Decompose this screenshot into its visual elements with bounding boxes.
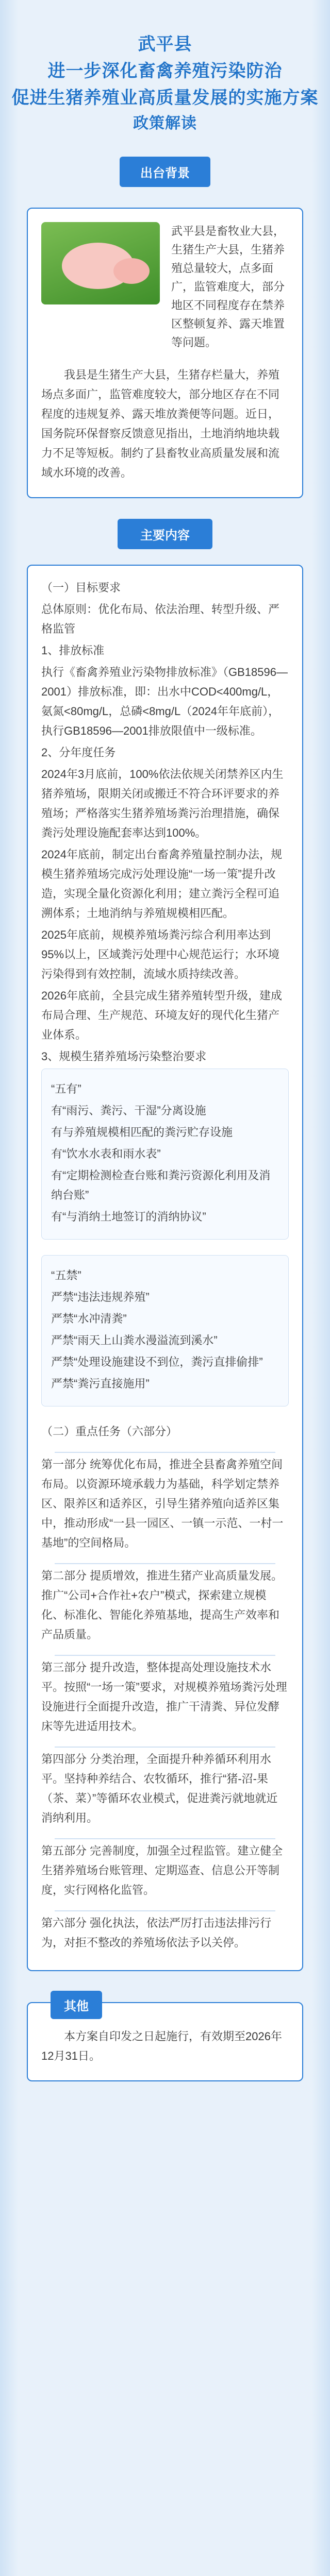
list-item: 3、规模生猪养殖场污染整治要求 [41, 1050, 207, 1063]
list-item: 第三部分 提升改造，整体提高处理设施技术水平。按照“一场一策”要求，对规模养殖场粪污处理设施进行全面提升改造，推广干清粪、异位发酵床等先进适用技术。 [41, 1661, 287, 1733]
list-item: （一）目标要求 [41, 581, 121, 594]
background-badge: 出台背景 [120, 157, 210, 187]
title-line-2: 促进生猪养殖业高质量发展的实施方案 [11, 88, 319, 108]
list-item: 有“饮水水表和雨水表” [51, 1147, 161, 1160]
list-item: 严禁“雨天上山粪水漫溢流到溪水” [51, 1334, 218, 1347]
left-decoration [0, 0, 19, 2576]
divider [55, 1452, 275, 1453]
list-item: 第六部分 强化执法，依法严厉打击违法排污行为，对拒不整改的养殖场依法予以关停。 [41, 1917, 272, 1949]
five-have-list [51, 1079, 279, 1227]
right-decoration [311, 0, 330, 2576]
list-item: 2、分年度任务 [41, 746, 116, 759]
list-item: 第一部分 统筹优化布局，推进全县畜禽养殖空间布局。以资源环境承载力为基础，科学划定禁养区、限养区和适养区，引导生猪养殖向适养区集中，推动形成“一县一园区、一镇一示范、一村一基地”的空间格局。 [41, 1458, 284, 1549]
list-item: 1、排放标准 [41, 644, 105, 657]
footer-card [27, 1999, 303, 2081]
list-item: 2024年底前，制定出台畜禽养殖量控制办法，规模生猪养殖场完成污处理设施“一场一策”提升改造，实现全量化资源化利用；建立粪污全程可追溯体系；土地消纳与养殖规模相匹配。 [41, 848, 282, 920]
five-ban-list [51, 1266, 279, 1394]
list-item: 严禁“违法违规养殖” [51, 1291, 150, 1303]
five-have-card [41, 1069, 289, 1240]
list-item: 第五部分 完善制度，加强全过程监管。建立健全生猪养殖场台账管理、定期巡查、信息公开等制度，实行网格化监管。 [41, 1844, 283, 1896]
list-item: “五禁” [51, 1269, 81, 1282]
main-card [27, 565, 303, 1971]
list-item: 有与养殖规模相匹配的粪污贮存设施 [51, 1126, 233, 1139]
list-item: 有“雨污、粪污、干湿”分离设施 [51, 1104, 206, 1117]
divider [55, 1910, 275, 1911]
background-paragraph: 我县是生猪生产大县，生猪存栏量大，养殖场点多面广，监管难度较大，部分地区存在不同程度的违规复养、露天堆放粪便等问题。近日，国务院环保督察反馈意见指出，土地消纳地块载力不足等短板。制约了县畜牧业高质量发展和流域水环境的改善。 [41, 368, 280, 479]
divider [55, 1838, 275, 1839]
list-item: （二）重点任务（六部分） [41, 1425, 178, 1438]
pig-head-shape [113, 258, 150, 284]
list-item: 有“与消纳土地签订的消纳协议” [51, 1210, 206, 1223]
footer-badge: 其他 [51, 1991, 102, 2019]
list-item: 严禁“粪污直接施用” [51, 1377, 150, 1390]
list-item: 2026年底前，全县完成生猪养殖转型升级，建成布局合理、生产规范、环境友好的现代化生猪产业体系。 [41, 989, 282, 1041]
title-line-3: 政策解读 [133, 115, 197, 132]
list-item: 2025年底前，规模养殖场粪污综合利用率达到95%以上，区域粪污处理中心规范运行；水环境污染得到有效控制，流域水质持续改善。 [41, 928, 280, 980]
title-county: 武平县 [138, 35, 192, 54]
main-badge-wrap [0, 519, 330, 549]
divider [55, 1747, 275, 1748]
list-item: 严禁“处理设施建设不到位，粪污直排偷排” [51, 1355, 263, 1368]
list-item: 第二部分 提质增效，推进生猪产业高质量发展。推广“公司+合作社+农户”模式，探索建立规模化、标准化、智能化养殖基地，提高生产效率和产品质量。 [41, 1569, 283, 1641]
main-list [28, 578, 302, 1066]
list-item: 执行《畜禽养殖业污染物排放标准》（GB18596—2001）排放标准，即：出水中COD<400mg/L，氨氮<80mg/L，总磷<8mg/L（2024年年底前），执行GB18596—2001排放限值中一级标准。 [41, 666, 288, 737]
list-item: 总体原则：优化布局、依法治理、转型升级、严格监管 [41, 603, 280, 635]
bottom-spacer [0, 2081, 330, 2123]
five-ban-card [41, 1255, 289, 1406]
list-item: 有“定期检测检查台账和粪污资源化利用及消纳台账” [51, 1169, 271, 1201]
list-item: 第四部分 分类治理，全面提升种养循环利用水平。坚持种养结合、农牧循环，推行“猪-沼-果（茶、菜）”等循环农业模式，促进粪污就地就近消纳利用。 [41, 1753, 278, 1824]
pig-photo [41, 222, 160, 304]
list-item: 严禁“水冲清粪” [51, 1312, 127, 1325]
main-badge: 主要内容 [118, 519, 212, 549]
hero-text: 武平县是畜牧业大县，生猪生产大县，生猪养殖总量较大，点多面广，监管难度大，部分地区不同程度存在禁养区整顿复养、露天堆置等问题。 [171, 225, 285, 349]
key-tasks-list [28, 1422, 302, 1953]
footer-text: 本方案自印发之日起施行，有效期至2026年12月31日。 [41, 2030, 282, 2062]
divider [55, 1563, 275, 1564]
hero [28, 209, 302, 365]
list-item: “五有” [51, 1082, 81, 1095]
background-card [27, 208, 303, 498]
divider [55, 1655, 275, 1656]
title-line-1: 进一步深化畜禽养殖污染防治 [47, 61, 283, 81]
list-item: 2024年3月底前，100%依法依规关闭禁养区内生猪养殖场，限期关闭或搬迁不符合环评要求的养殖场；严格落实生猪养殖场粪污治理措施，确保粪污处理设施配套率达到100%。 [41, 768, 284, 839]
header [0, 0, 330, 208]
